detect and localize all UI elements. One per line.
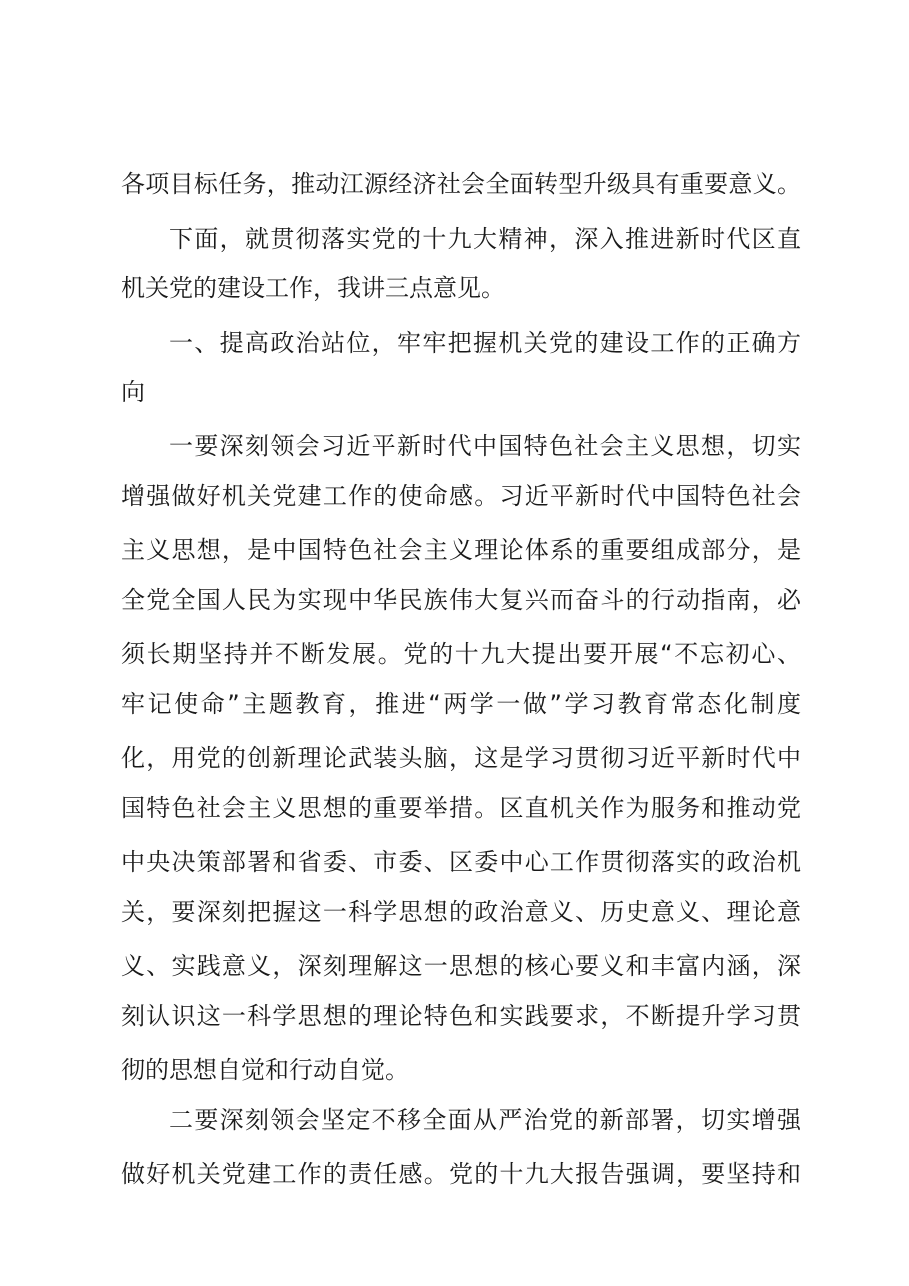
text-line: 国特色社会主义思想的重要举措。区直机关作为服务和推动党 [121, 794, 801, 822]
text-line: 彻的思想自觉和行动自觉。 [121, 1056, 409, 1084]
text-line: 义、实践意义，深刻理解这一思想的核心要义和丰富内涵，深 [121, 952, 801, 980]
text-line: 增强做好机关党建工作的使命感。习近平新时代中国特色社会 [121, 482, 801, 510]
paragraph-first-line: 二要深刻领会坚定不移全面从严治党的新部署，切实增强 [169, 1106, 801, 1134]
text-line: 化，用党的创新理论武装头脑，这是学习贯彻习近平新时代中 [121, 744, 801, 772]
paragraph-first-line: 一要深刻领会习近平新时代中国特色社会主义思想，切实 [169, 432, 801, 460]
text-line: 全党全国人民为实现中华民族伟大复兴而奋斗的行动指南，必 [121, 586, 801, 614]
text-line: 做好机关党建工作的责任感。党的十九大报告强调，要坚持和 [121, 1160, 801, 1188]
text-line: 关，要深刻把握这一科学思想的政治意义、历史意义、理论意 [121, 898, 801, 926]
section-heading-line: 一、提高政治站位，牢牢把握机关党的建设工作的正确方 [169, 329, 801, 357]
section-heading-line: 向 [121, 378, 145, 406]
text-line: 须长期坚持并不断发展。党的十九大提出要开展“不忘初心、 [121, 640, 801, 668]
text-line: 刻认识这一科学思想的理论特色和实践要求，不断提升学习贯 [121, 1002, 801, 1030]
text-line: 各项目标任务，推动江源经济社会全面转型升级具有重要意义。 [121, 170, 801, 198]
text-line: 中央决策部署和省委、市委、区委中心工作贯彻落实的政治机 [121, 848, 801, 876]
text-line: 主义思想，是中国特色社会主义理论体系的重要组成部分，是 [121, 536, 801, 564]
text-line: 牢记使命”主题教育，推进“两学一做”学习教育常态化制度 [121, 690, 801, 718]
text-line: 机关党的建设工作，我讲三点意见。 [121, 274, 505, 302]
paragraph-first-line: 下面，就贯彻落实党的十九大精神，深入推进新时代区直 [169, 225, 801, 253]
